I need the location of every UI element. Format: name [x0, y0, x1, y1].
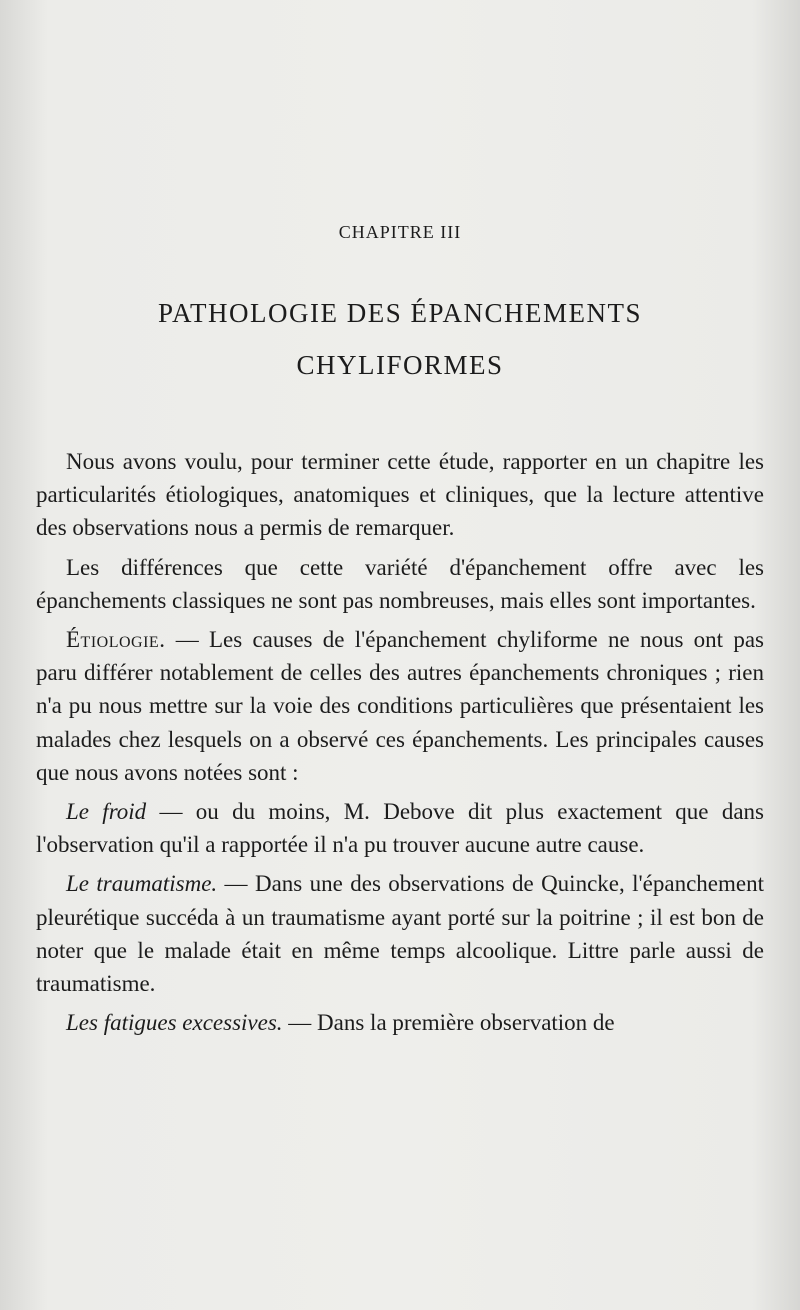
paragraph-differences — [36, 551, 764, 617]
paragraph-text: Nous avons voulu, pour terminer cette étude, rapporter en un chapitre les particularités étiologiques, anatomiques et cliniques, que la lecture attentive des observations nous a permis de remarquer. — [36, 449, 764, 541]
cause-lead-fatigues: Les fatigues excessives. — [66, 1010, 283, 1036]
paragraph-froid — [36, 795, 764, 861]
paragraph-text: — Les causes de l'épanchement chyliforme ne nous ont pas paru différer notablement de celles des autres épanchements chroniques ; rien n'a pu nous mettre sur la voie des conditions particulières que présentaient les malades chez lesquels on a observé ces épanchements. Les principales causes que nous avons notées sont : — [36, 627, 764, 785]
chapter-title-line-2: CHYLIFORMES — [296, 350, 504, 380]
paragraph-text: — Dans la première observation de — [282, 1010, 615, 1036]
chapter-title — [36, 287, 764, 391]
paragraph-intro — [36, 445, 764, 545]
page-content — [36, 222, 764, 1045]
paragraph-etiologie — [36, 623, 764, 789]
chapter-title-line-1: PATHOLOGIE DES ÉPANCHEMENTS — [157, 298, 643, 328]
chapter-label: CHAPITRE III — [338, 222, 462, 242]
paragraph-fatigues — [36, 1006, 764, 1039]
body-text — [36, 445, 764, 1039]
bleed-through-text — [40, 30, 780, 180]
cause-lead-traumatisme: Le traumatisme. — [66, 871, 218, 897]
section-lead-etiologie: Étiologie. — [66, 627, 166, 653]
paragraph-text: — ou du moins, M. Debove dit plus exactement que dans l'observation qu'il a rapportée il n'a pu trouver aucune autre cause. — [36, 799, 764, 858]
paragraph-text: Les différences que cette variété d'épanchement offre avec les épanchements classiques ne sont pas nombreuses, mais elles sont importantes. — [36, 554, 764, 613]
cause-lead-froid: Le froid — [66, 799, 147, 825]
paragraph-traumatisme — [36, 867, 764, 1000]
paragraph-text: — Dans une des observations de Quincke, l'épanchement pleurétique succéda à un traumatisme ayant porté sur la poitrine ; il est bon de noter que le malade était en même temps alcoolique. Littre parle aussi de traumatisme. — [36, 871, 764, 997]
